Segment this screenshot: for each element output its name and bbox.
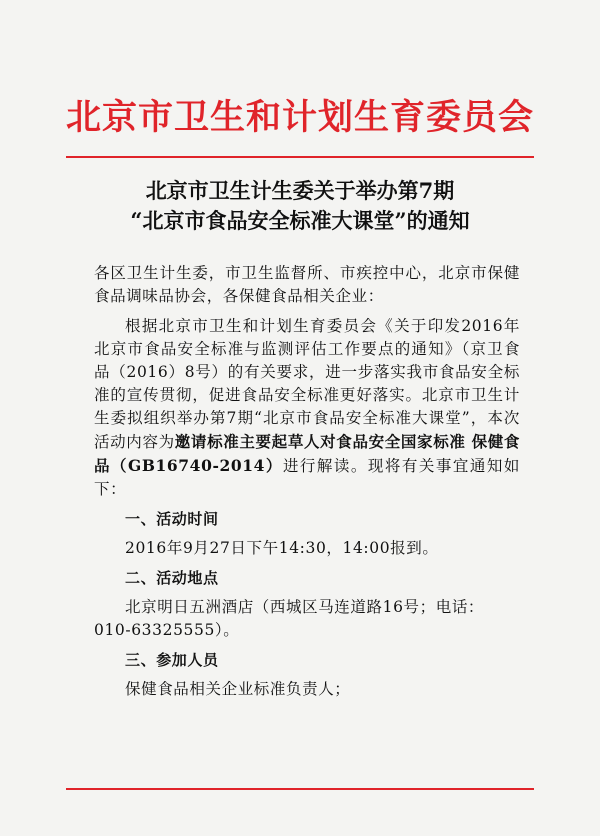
section-2-text-line1: 北京明日五洲酒店（西城区马连道路16号；电话： [125,598,485,616]
paragraph-1 [94,315,520,501]
paragraph-1-bold: 邀请标准主要起草人对食品安全国家标准 保健食品（GB16740-2014） [94,432,520,475]
paragraph-1-text: 根据北京市卫生和计划生育委员会《关于印发2016年北京市食品安全标准与监测评估工作要点的通知》（京卫食品（2016）8号）的有关要求，进一步落实我市食品安全标准的宣传贯彻，促进食品安全标准更好落实。北京市卫生计生委拟组织举办第7期“北京市食品安全标准大课堂”，本次活动内容为 [94,317,520,451]
footer-rule [66,788,534,790]
section-1-heading: 一、活动时间 [125,510,219,528]
section-3-heading: 三、参加人员 [125,651,219,669]
org-header: 北京市卫生和计划生育委员会 [65,97,534,138]
addressees: 各区卫生计生委，市卫生监督所、市疾控中心，北京市保健食品调味品协会，各保健食品相关企业： [94,264,520,305]
section-2-heading: 二、活动地点 [125,569,219,587]
notice-title-line1: 北京市卫生计生委关于举办第7期 [145,178,455,203]
section-2-text-line2: 010-63325555）。 [94,621,240,639]
notice-title-line2: “北京市食品安全标准大课堂”的通知 [130,208,470,233]
header-rule [66,156,534,158]
notice-body [94,262,520,708]
section-1-text: 2016年9月27日下午14:30，14:00报到。 [125,539,439,557]
section-3-text: 保健食品相关企业标准负责人； [125,680,351,698]
paragraph-1-tail: 进行解读。现将有关事宜通知如下： [94,457,521,498]
